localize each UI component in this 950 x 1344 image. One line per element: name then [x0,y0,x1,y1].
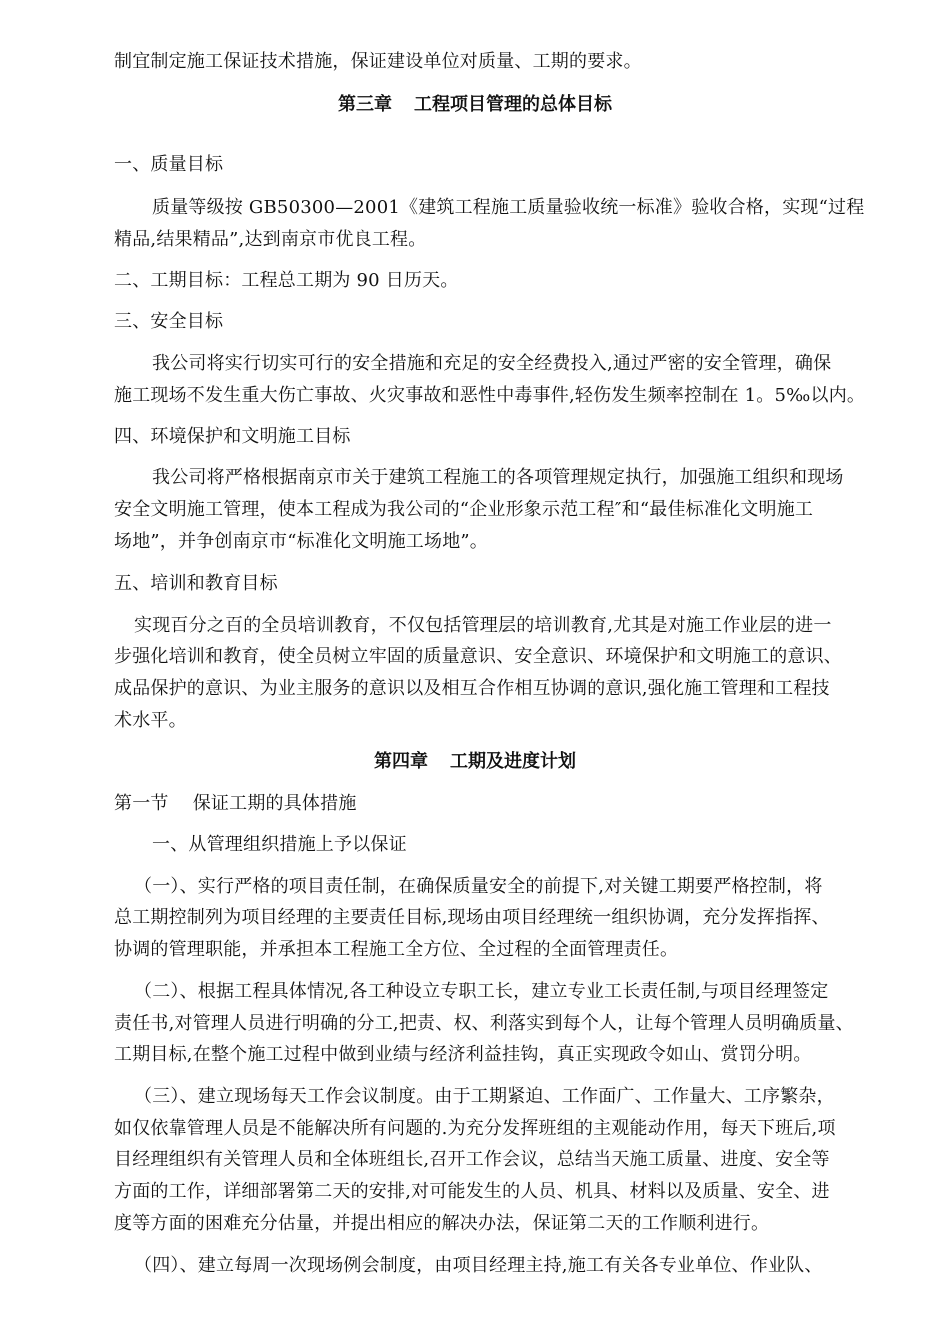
section-1-heading: 第一节 保证工期的具体措施 [114,793,357,814]
intro-line: 制宜制定施工保证技术措施，保证建设单位对质量、工期的要求。 [114,51,642,72]
chapter-4-number: 第四章 [374,751,428,772]
chapter-4-title: 工期及进度计划 [450,751,576,772]
environment-paragraph-line-1: 我公司将严格根据南京市关于建筑工程施工的各项管理规定执行，加强施工组织和现场 [152,467,844,488]
item-3-line-4: 方面的工作，详细部署第二天的安排,对可能发生的人员、机具、材料以及质量、安全、进 [114,1181,830,1202]
item-2-line-2: 责任书,对管理人员进行明确的分工,把责、权、利落实到每个人，让每个管理人员明确质量、 [114,1013,854,1034]
safety-paragraph-line-2: 施工现场不发生重大伤亡事故、火灾事故和恶性中毒事件,轻伤发生频率控制在 1。5‰以内。 [114,385,866,406]
schedule-goal-line: 二、工期目标：工程总工期为 90 日历天。 [114,270,459,291]
quality-paragraph-line-1: 质量等级按 GB50300—2001《建筑工程施工质量验收统一标准》验收合格，实现“过程 [152,197,865,218]
item-3-line-1: （三）、建立现场每天工作会议制度。由于工期紧迫、工作面广、工作量大、工序繁杂， [134,1086,835,1107]
training-paragraph-line-3: 成品保护的意识、为业主服务的意识以及相互合作相互协调的意识,强化施工管理和工程技 [114,678,830,699]
chapter-3-number: 第三章 [338,94,392,115]
training-heading: 五、培训和教育目标 [114,573,278,594]
item-3-line-2: 如仅依靠管理人员是不能解决所有问题的.为充分发挥班组的主观能动作用，每天下班后,项 [114,1118,836,1139]
item-1-line-2: 总工期控制列为项目经理的主要责任目标,现场由项目经理统一组织协调，充分发挥指挥、 [114,907,830,928]
environment-paragraph-line-2: 安全文明施工管理，使本工程成为我公司的“企业形象示范工程″和“最佳标准化文明施工 [114,499,814,520]
environment-heading: 四、环境保护和文明施工目标 [114,426,351,447]
training-paragraph-line-1: 实现百分之百的全员培训教育，不仅包括管理层的培训教育,尤其是对施工作业层的进一 [134,615,832,636]
chapter-3-title: 工程项目管理的总体目标 [414,94,612,115]
item-2-line-3: 工期目标,在整个施工过程中做到业绩与经济利益挂钩，真正实现政令如山、赏罚分明。 [114,1044,812,1065]
subsection-1-heading: 一、从管理组织措施上予以保证 [152,834,407,855]
item-2-line-1: （二）、根据工程具体情况,各工种设立专职工长，建立专业工长责任制,与项目经理签定 [134,981,829,1002]
environment-paragraph-line-3: 场地”，并争创南京市“标准化文明施工场地”。 [114,531,489,552]
training-paragraph-line-2: 步强化培训和教育，使全员树立牢固的质量意识、安全意识、环境保护和文明施工的意识、 [114,646,842,667]
item-3-line-5: 度等方面的困难充分估量，并提出相应的解决办法，保证第二天的工作顺利进行。 [114,1213,770,1234]
item-3-line-3: 目经理组织有关管理人员和全体班组长,召开工作会议，总结当天施工质量、进度、安全等 [114,1149,830,1170]
chapter-3-heading [0,93,950,117]
quality-heading: 一、质量目标 [114,154,224,175]
item-1-line-3: 协调的管理职能，并承担本工程施工全方位、全过程的全面管理责任。 [114,939,679,960]
quality-paragraph-line-2: 精品,结果精品”,达到南京市优良工程。 [114,229,427,250]
safety-heading: 三、安全目标 [114,311,224,332]
chapter-4-heading [0,750,950,774]
training-paragraph-line-4: 术水平。 [114,710,187,731]
item-4-line-1: （四）、建立每周一次现场例会制度，由项目经理主持,施工有关各专业单位、作业队、 [134,1255,823,1276]
safety-paragraph-line-1: 我公司将实行切实可行的安全措施和充足的安全经费投入,通过严密的安全管理，确保 [152,353,832,374]
item-1-line-1: （一）、实行严格的项目责任制，在确保质量安全的前提下,对关键工期要严格控制，将 [134,876,823,897]
